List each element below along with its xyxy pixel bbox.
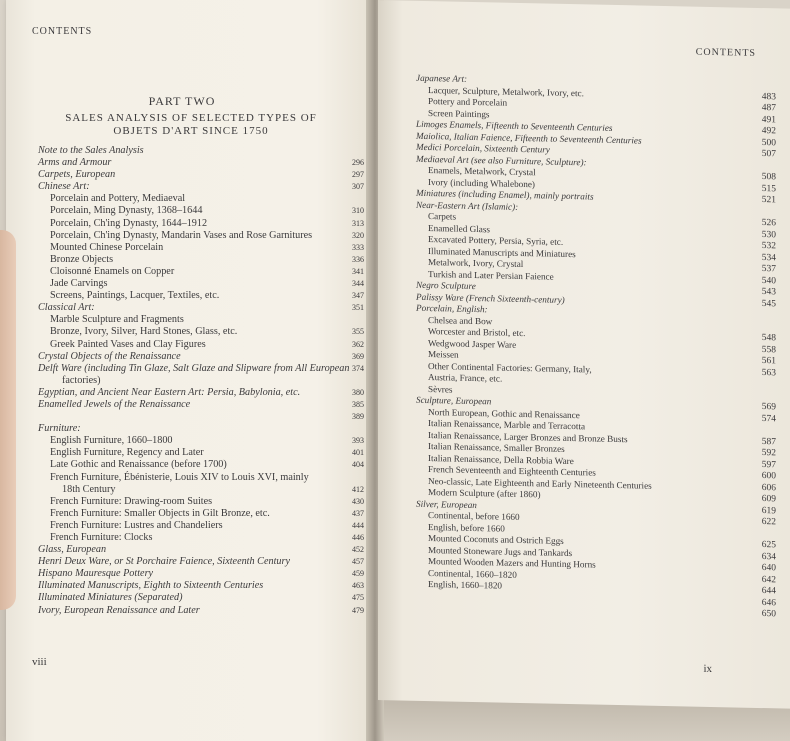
entry-page-number: 650	[761, 609, 776, 620]
contents-entry	[38, 230, 364, 242]
entry-page-number: 545	[761, 298, 776, 309]
entry-title: Egyptian, and Ancient Near Eastern Art: Persia, Babylonia, etc.	[38, 386, 301, 398]
running-head: CONTENTS	[695, 46, 756, 59]
entry-title: Crystal Objects of the Renaissance	[38, 350, 181, 362]
entry-page-number: 634	[761, 551, 776, 562]
contents-entry	[38, 266, 364, 278]
entry-page-number: 362	[352, 339, 364, 349]
entry-title: Classical Art:	[38, 302, 95, 314]
entry-title: French Furniture, Ébénisterie, Louis XIV to Louis XVI, mainly	[50, 471, 309, 483]
entry-page-number: 561	[761, 356, 776, 367]
entry-title: Furniture:	[38, 423, 81, 435]
entry-title: North European, Gothic and Renaissance	[428, 406, 580, 420]
entry-page-number: 530	[761, 229, 776, 240]
entry-title: Bronze Objects	[50, 253, 114, 265]
entry-title: Metalwork, Ivory, Crystal	[428, 257, 524, 270]
entry-page-number: 587	[761, 436, 776, 447]
entry-page-number: 625	[761, 540, 776, 551]
contents-entry	[38, 218, 364, 230]
entry-title: Illuminated Miniatures (Separated)	[38, 592, 183, 604]
entry-title: Enamelled Jewels of the Renaissance	[38, 398, 191, 410]
contents-entry	[38, 254, 364, 266]
page-number: viii	[32, 656, 47, 668]
entry-title: Illuminated Manuscripts, Eighth to Sixteenth Centuries	[38, 580, 264, 592]
entry-page-number: 296	[352, 158, 364, 168]
entry-title: Austria, France, etc.	[428, 372, 503, 384]
entry-title: Japanese Art:	[416, 72, 468, 84]
entry-page-number: 463	[352, 581, 364, 591]
entry-page-number: 430	[352, 496, 364, 506]
entry-title: Continental, before 1660	[428, 510, 520, 522]
contents-entry	[38, 520, 364, 532]
contents-entry	[38, 411, 364, 423]
entry-title: Arms and Armour	[38, 157, 112, 169]
entry-title: Hispano Mauresque Pottery	[38, 568, 154, 580]
entry-page-number: 492	[761, 126, 776, 137]
entry-title: Porcelain and Pottery, Mediaeval	[50, 193, 186, 205]
contents-entry	[38, 592, 364, 604]
entry-title: Mounted Stoneware Jugs and Tankards	[428, 544, 573, 558]
entry-page-number: 507	[761, 149, 776, 160]
entry-page-number: 569	[761, 402, 776, 413]
entry-title: Mounted Chinese Porcelain	[50, 241, 164, 253]
entry-title: Sèvres	[428, 383, 453, 395]
entry-page-number: 380	[352, 387, 364, 397]
entry-page-number: 640	[761, 563, 776, 574]
entry-title: Wedgwood Jasper Ware	[428, 337, 517, 350]
contents-entry	[38, 205, 364, 217]
entry-title: Glass, European	[38, 544, 107, 556]
entry-page-number: 404	[352, 460, 364, 470]
entry-title: Enamels, Metalwork, Crystal	[428, 165, 536, 178]
entry-title: Turkish and Later Persian Faience	[428, 268, 554, 282]
entry-title: French Furniture: Drawing-room Suites	[50, 495, 213, 507]
entry-page-number: 537	[761, 264, 776, 275]
entry-title: Porcelain, Ch'ing Dynasty, Mandarin Vases and Rose Garnitures	[50, 229, 313, 241]
entry-page-number: 452	[352, 545, 364, 555]
entry-title: Italian Renaissance, Della Robbia Ware	[428, 452, 574, 466]
entry-title: Delft Ware (including Tin Glaze, Salt Glaze and Slipware from All European	[38, 362, 350, 374]
entry-page-number: 310	[352, 206, 364, 216]
entry-title: Worcester and Bristol, etc.	[428, 326, 526, 339]
entry-title: Miniatures (including Enamel), mainly portraits	[416, 187, 594, 202]
entry-page-number: 457	[352, 557, 364, 567]
left-page	[6, 0, 372, 741]
contents-entry	[38, 435, 364, 447]
entry-title: French Seventeenth and Eighteenth Centuries	[428, 464, 596, 478]
contents-entry	[38, 351, 364, 363]
entry-title: French Furniture: Lustres and Chandeliers	[50, 519, 223, 531]
entry-title: Carpets	[428, 211, 457, 222]
entry-page-number: 540	[761, 275, 776, 286]
entry-title: Mounted Coconuts and Ostrich Eggs	[428, 533, 564, 546]
contents-list	[38, 145, 364, 617]
entry-page-number: 401	[352, 448, 364, 458]
entry-title: factories)	[62, 374, 101, 386]
entry-page-number: 475	[352, 593, 364, 603]
entry-page-number: 297	[352, 170, 364, 180]
entry-page-number: 385	[352, 399, 364, 409]
entry-page-number: 548	[761, 333, 776, 344]
part-title: PART TWO	[148, 94, 216, 108]
entry-page-number: 592	[761, 448, 776, 459]
entry-title: Mounted Wooden Mazers and Hunting Horns	[428, 556, 596, 570]
entry-title: Bronze, Ivory, Silver, Hard Stones, Glass, etc.	[50, 326, 238, 338]
contents-entry	[38, 326, 364, 338]
entry-page-number: 515	[761, 183, 776, 194]
entry-page-number: 646	[761, 597, 776, 608]
entry-title: French Furniture: Smaller Objects in Gilt Bronze, etc.	[50, 507, 270, 519]
contents-entry	[38, 423, 364, 435]
entry-title: English, before 1660	[428, 521, 505, 534]
entry-page-number: 606	[761, 482, 776, 493]
entry-page-number: 347	[352, 291, 364, 301]
contents-entry	[38, 605, 364, 617]
entry-title: Modern Sculpture (after 1860)	[428, 487, 541, 500]
contents-entry	[38, 169, 364, 181]
contents-entry	[38, 375, 364, 387]
contents-entry	[38, 568, 364, 580]
entry-title: Continental, 1660–1820	[428, 567, 517, 580]
entry-page-number: 597	[761, 459, 776, 470]
contents-entry	[38, 145, 364, 157]
entry-title: Screens, Paintings, Lacquer, Textiles, etc.	[50, 290, 220, 302]
contents-entry	[38, 556, 364, 568]
entry-page-number: 437	[352, 508, 364, 518]
entry-title: Note to the Sales Analysis	[38, 145, 144, 156]
entry-page-number: 446	[352, 533, 364, 542]
entry-title: Medici Porcelain, Sixteenth Century	[416, 141, 550, 155]
entry-title: Near-Eastern Art (Islamic):	[416, 199, 519, 212]
entry-page-number: 355	[352, 327, 364, 337]
entry-title: Silver, European	[416, 498, 477, 510]
entry-page-number: 609	[761, 494, 776, 505]
entry-page-number: 313	[352, 218, 364, 228]
entry-title: Italian Renaissance, Larger Bronzes and Bronze Busts	[428, 429, 628, 444]
entry-title: Ivory (including Whalebone)	[428, 176, 535, 189]
entry-page-number: 341	[352, 266, 364, 276]
entry-title: Palissy Ware (French Sixteenth-century)	[416, 291, 565, 305]
contents-entry	[38, 459, 364, 471]
entry-title: Late Gothic and Renaissance (before 1700)	[50, 459, 227, 471]
contents-entry	[38, 447, 364, 459]
contents-entry	[38, 544, 364, 556]
entry-title: Limoges Enamels, Fifteenth to Seventeenth Centuries	[416, 118, 613, 133]
entry-page-number: 483	[761, 91, 776, 102]
entry-title: Marble Sculpture and Fragments	[50, 314, 184, 326]
entry-title: Screen Paintings	[428, 107, 490, 119]
page-number: ix	[703, 662, 712, 675]
entry-title: Greek Painted Vases and Clay Figures	[50, 338, 206, 350]
entry-title: Italian Renaissance, Marble and Terracotta	[428, 418, 586, 432]
contents-entry	[38, 399, 364, 411]
entry-page-number: 491	[761, 114, 776, 125]
entry-page-number: 351	[352, 303, 364, 313]
entry-title: Lacquer, Sculpture, Metalwork, Ivory, etc.	[428, 84, 584, 98]
contents-entry	[38, 157, 364, 169]
contents-entry	[38, 290, 364, 302]
contents-entry	[38, 181, 364, 193]
contents-entry	[38, 532, 364, 544]
entry-title: Porcelain, English:	[416, 302, 488, 315]
entry-title: Porcelain, Ch'ing Dynasty, 1644–1912	[50, 217, 208, 229]
entry-title: Other Continental Factories: Germany, Italy,	[428, 360, 592, 374]
entry-page-number: 558	[761, 344, 776, 355]
entry-title: Illuminated Manuscripts and Miniatures	[428, 245, 576, 259]
entry-title: Chinese Art:	[38, 181, 90, 193]
contents-entry	[38, 484, 364, 496]
entry-page-number: 563	[761, 367, 776, 378]
entry-page-number: 642	[761, 574, 776, 585]
entry-page-number: 644	[761, 586, 776, 597]
contents-entry	[38, 496, 364, 508]
contents-entry	[38, 508, 364, 520]
section-title: SALES ANALYSIS OF SELECTED TYPES OF OBJETS D'ART SINCE 1750	[65, 112, 317, 137]
contents-entry	[38, 242, 364, 254]
entry-page-number: 320	[352, 230, 364, 240]
entry-page-number: 444	[352, 520, 364, 530]
contents-entry	[38, 472, 364, 484]
entry-title: Cloisonné Enamels on Copper	[50, 265, 175, 277]
entry-title: Chelsea and Bow	[428, 314, 493, 326]
entry-page-number: 307	[352, 182, 364, 192]
entry-page-number: 619	[761, 505, 776, 516]
entry-title: Jade Carvings	[50, 278, 108, 290]
entry-title: Ivory, European Renaissance and Later	[38, 604, 200, 616]
entry-title: Meissen	[428, 349, 459, 360]
entry-page-number: 526	[761, 218, 776, 229]
entry-title: English Furniture, Regency and Later	[50, 447, 204, 459]
contents-entry	[38, 302, 364, 314]
entry-title: 18th Century	[62, 483, 116, 495]
entry-page-number: 393	[352, 436, 364, 446]
entry-page-number: 344	[352, 279, 364, 289]
entry-page-number: 487	[761, 103, 776, 114]
entry-page-number: 532	[761, 241, 776, 252]
entry-title: Pottery and Porcelain	[428, 96, 508, 108]
right-page	[378, 0, 790, 709]
entry-page-number: 369	[352, 351, 364, 361]
thumb	[0, 230, 16, 610]
contents-entry	[38, 363, 364, 375]
entry-title: English, 1660–1820	[428, 579, 503, 591]
entry-page-number: 508	[761, 172, 776, 183]
entry-title: Italian Renaissance, Smaller Bronzes	[428, 441, 565, 454]
entry-title: Negro Sculpture	[416, 279, 476, 292]
entry-title: French Furniture: Clocks	[50, 532, 153, 543]
entry-page-number: 574	[761, 413, 776, 424]
contents-list	[416, 73, 776, 621]
entry-page-number: 543	[761, 287, 776, 298]
running-head: CONTENTS	[32, 26, 93, 37]
contents-entry	[38, 387, 364, 399]
entry-page-number: 479	[352, 605, 364, 615]
entry-title: Excavated Pottery, Persia, Syria, etc.	[428, 234, 564, 247]
contents-entry	[38, 580, 364, 592]
entry-title: Mediaeval Art (see also Furniture, Sculpture):	[416, 153, 587, 167]
entry-page-number: 600	[761, 471, 776, 482]
entry-page-number: 534	[761, 252, 776, 263]
entry-page-number: 333	[352, 242, 364, 252]
entry-page-number: 521	[761, 195, 776, 206]
contents-entry	[38, 339, 364, 351]
entry-title: Porcelain, Ming Dynasty, 1368–1644	[50, 205, 203, 217]
entry-title: Sculpture, European	[416, 394, 492, 407]
entry-title: Enamelled Glass	[428, 222, 490, 234]
contents-entry	[38, 278, 364, 290]
entry-page-number: 500	[761, 137, 776, 148]
entry-page-number: 622	[761, 517, 776, 528]
entry-title: Carpets, European	[38, 169, 116, 181]
contents-entry	[38, 193, 364, 205]
entry-page-number: 374	[352, 363, 364, 373]
entry-page-number: 389	[352, 412, 364, 422]
entry-page-number: 336	[352, 254, 364, 264]
entry-title: Neo-classic, Late Eighteenth and Early Nineteenth Centuries	[428, 475, 652, 491]
entry-title: Henri Deux Ware, or St Porchaire Faience, Sixteenth Century	[38, 556, 290, 568]
entry-page-number: 459	[352, 569, 364, 579]
entry-page-number: 412	[352, 484, 364, 494]
entry-title: English Furniture, 1660–1800	[50, 435, 173, 447]
contents-entry	[38, 314, 364, 326]
entry-title: Maiolica, Italian Faience, Fifteenth to Seventeenth Centuries	[416, 130, 642, 146]
